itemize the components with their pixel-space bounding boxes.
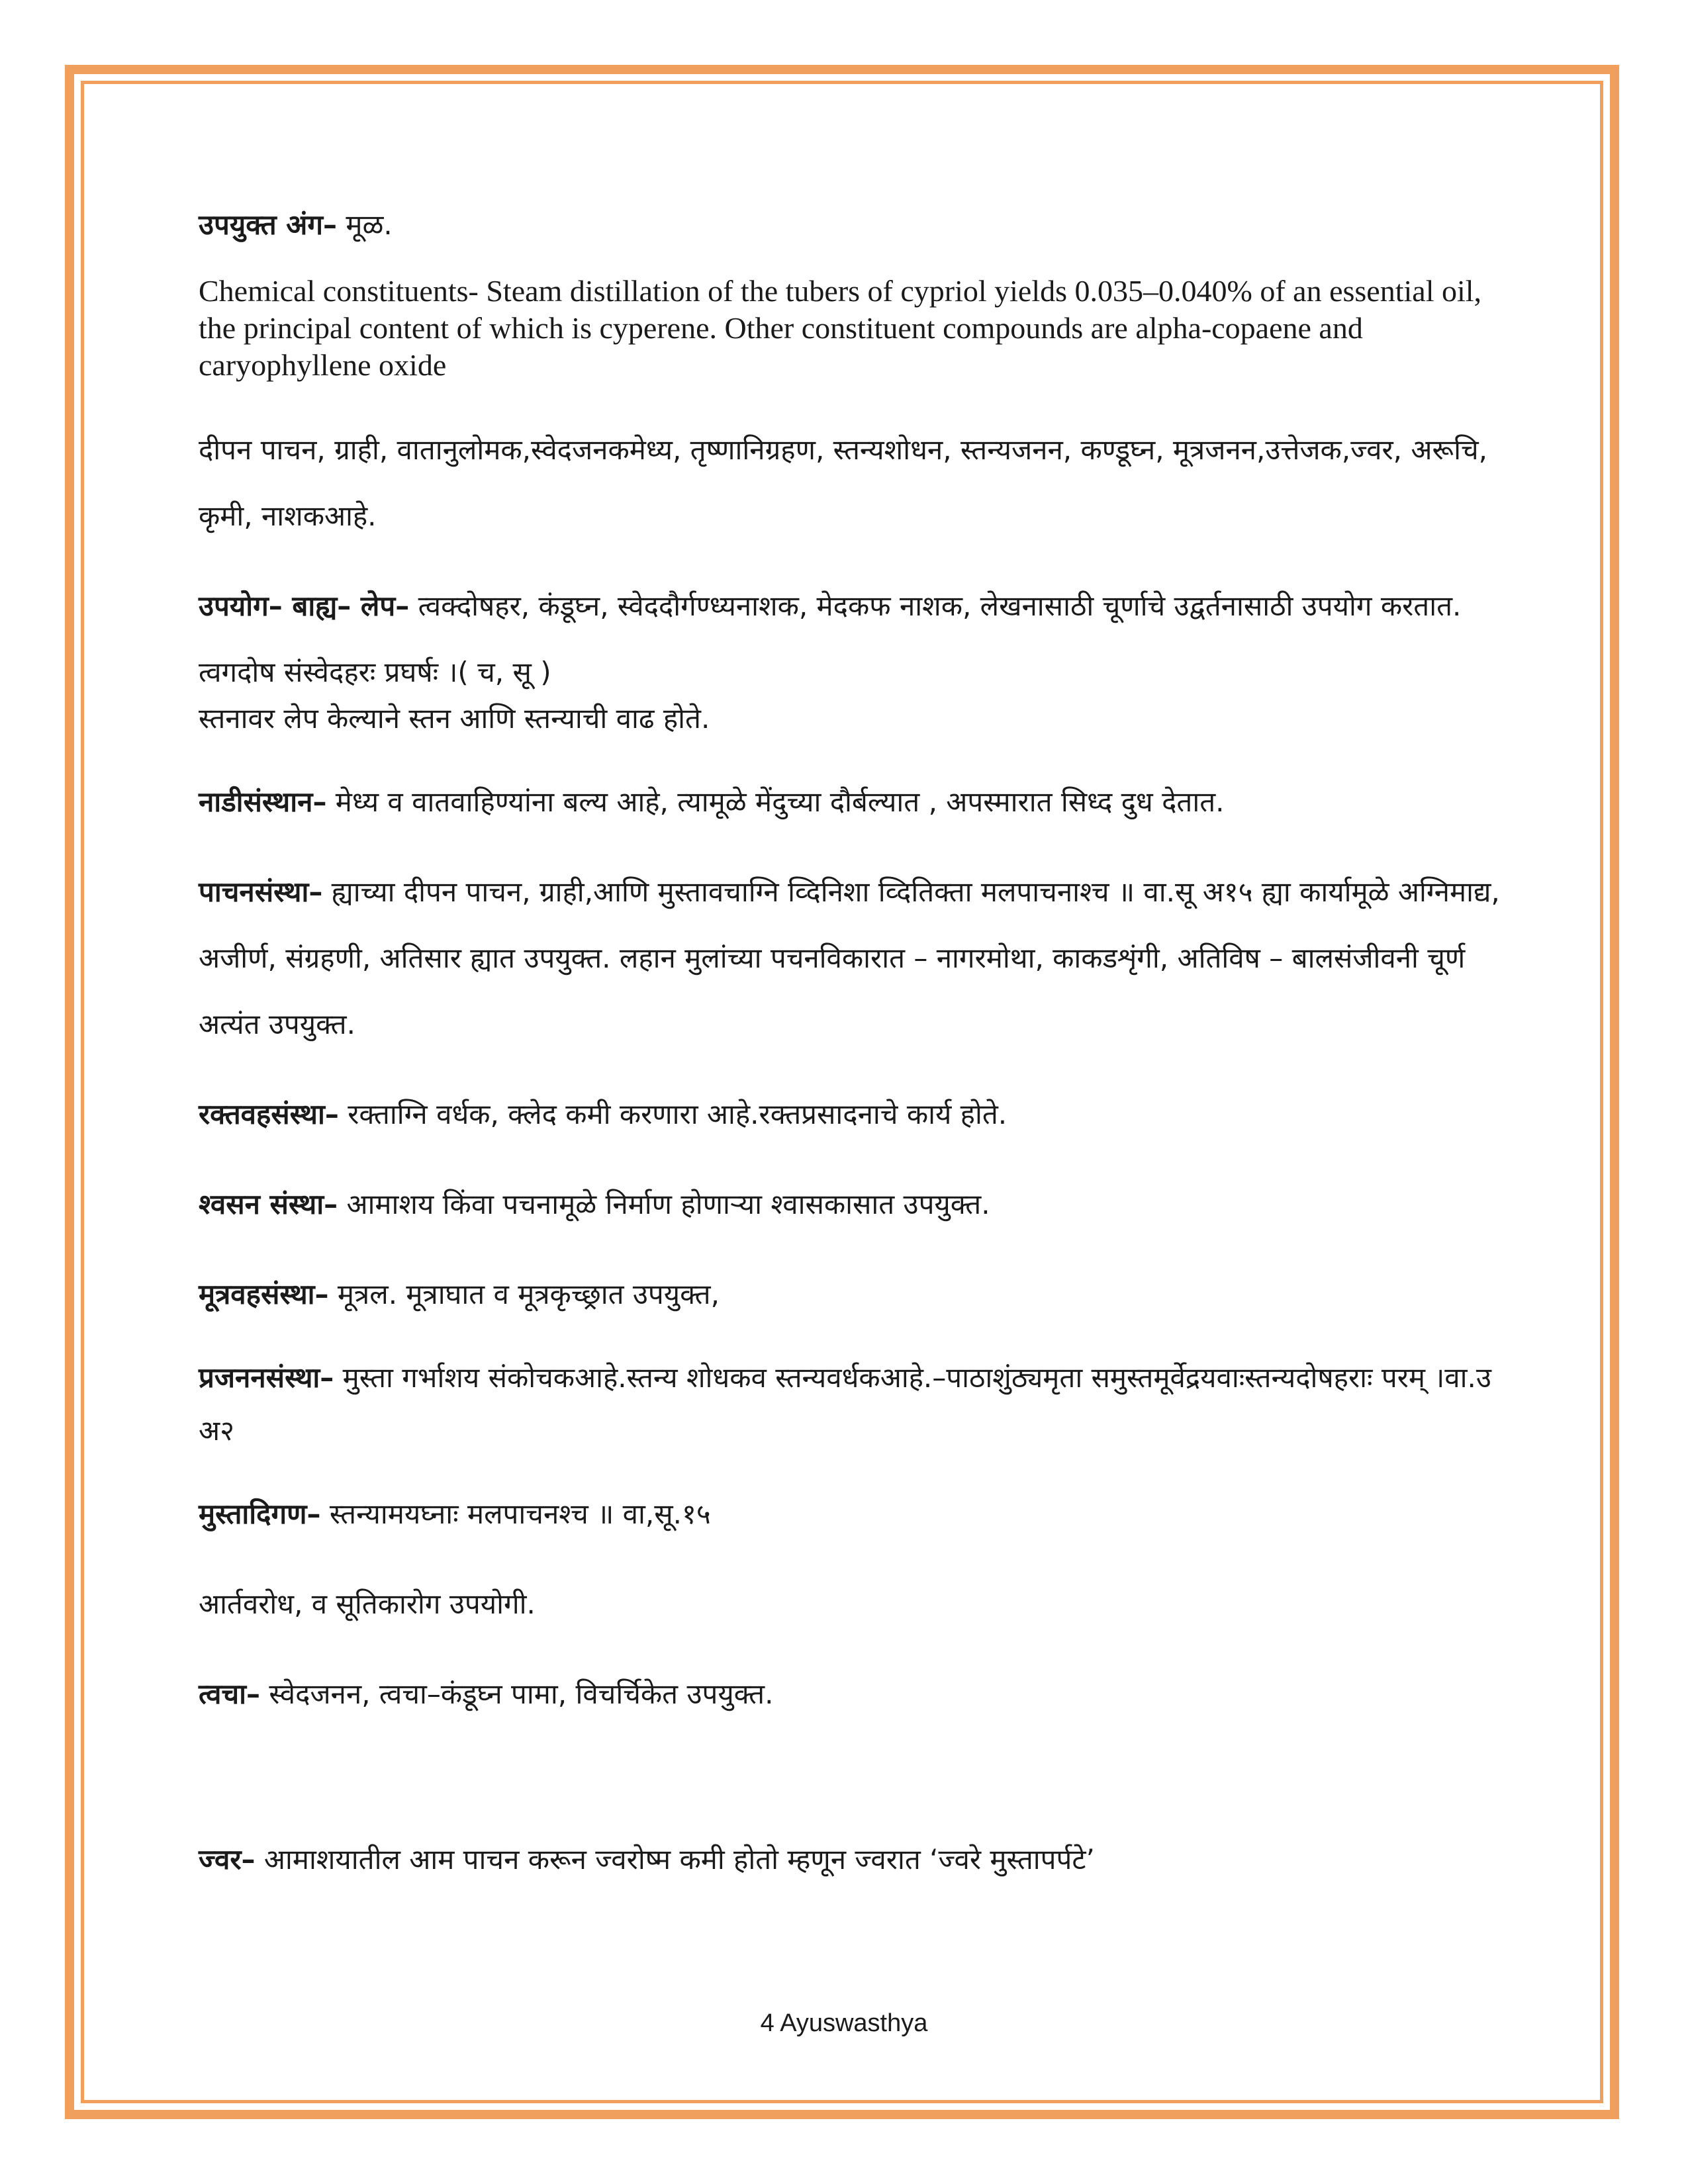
text-digestive-system: ह्याच्या दीपन पाचन, ग्राही,आणि मुस्तावचाग्नि व्दिनिशा व्दितिक्ता मलपाचनाश्च ॥ वा.सू अ१५ ह्या कार्यामूळे अग्निमाद्य, अजीर्ण, संग्रहणी, अतिसार ह्यात उपयुक्त. लहान मुलांच्या पचनविकारात – नागरमोथा, काकडशृंगी, अतिविष – बालसंजीवनी चूर्ण अत्यंत उपयुक्त. xyxy=(199,876,1500,1040)
heading-useful-part: उपयुक्त अंग– xyxy=(199,208,338,241)
text-fever: आमाशयातील आम पाचन करून ज्वरोष्म कमी होतो म्हणून ज्वरात ‘ज्वरे मुस्तापर्पटे’ xyxy=(255,1843,1095,1876)
heading-reproductive-system: प्रजननसंस्था– xyxy=(199,1361,334,1394)
paragraph-properties: दीपन पाचन, ग्राही, वातानुलोमक,स्वेदजनकमेध्य, तृष्णानिग्रहण, स्तन्यशोधन, स्तन्यजनन, कण्डूघ्न, मूत्रजनन,उत्तेजक,ज्वर, अरूचि, कृमी, नाशकआहे. xyxy=(199,433,1488,532)
paragraph-skin xyxy=(199,1661,1509,1727)
text-nervous-system: मेध्य व वातवाहिण्यांना बल्य आहे, त्यामूळे मेंदुच्या दौर्बल्यात , अपस्मारात सिध्द दुध देतात. xyxy=(326,786,1225,818)
paragraph-digestive-system xyxy=(199,859,1509,1058)
heading-skin: त्वचा– xyxy=(199,1678,261,1710)
heading-digestive-system: पाचनसंस्था– xyxy=(199,876,323,908)
text-reproductive-system: मुस्ता गर्भाशय संकोचकआहे.स्तन्य शोधकव स्तन्यवर्धकआहे.–पाठाशुंठ्यमृता समुस्तमूर्वेद्रयवाःस्तन्यदोषहराः परम् ।वा.उ अ२ xyxy=(199,1361,1491,1447)
heading-respiratory-system: श्वसन संस्था– xyxy=(199,1188,338,1220)
paragraph-nervous-system xyxy=(199,769,1509,835)
heading-nervous-system: नाडीसंस्थान– xyxy=(199,786,327,818)
heading-mustadigana: मुस्तादिगण– xyxy=(199,1498,321,1530)
paragraph-respiratory-system xyxy=(199,1171,1509,1238)
heading-fever: ज्वर– xyxy=(199,1843,256,1876)
heading-external-use: उपयोग– बाह्य– लेप– xyxy=(199,590,410,622)
paragraph-urinary-system xyxy=(199,1261,1509,1328)
paragraph-breast-application: स्तनावर लेप केल्याने स्तन आणि स्तन्याची वाढ होते. xyxy=(199,702,710,735)
text-useful-part: मूळ. xyxy=(337,208,393,241)
text-urinary-system: मूत्रल. मूत्राघात व मूत्रकृच्छ्रात उपयुक्त, xyxy=(328,1278,720,1310)
paragraph-circulatory-system xyxy=(199,1081,1509,1148)
page-footer: 4 Ayuswasthya xyxy=(760,2009,928,2037)
heading-circulatory-system: रक्तवहसंस्था– xyxy=(199,1098,339,1130)
paragraph-chemical-constituents: Chemical constituents- Steam distillation of the tubers of cypriol yields 0.035–0.040% of an essential oil, the principal content of which is cyperene. Other constituent compounds are alpha-copaene and caryophyllene oxide xyxy=(199,274,1482,382)
paragraph-reproductive-system xyxy=(199,1351,1509,1457)
paragraph-fever xyxy=(199,1827,1509,1893)
paragraph-useful-part xyxy=(199,192,1509,258)
text-external-use: त्वक्दोषहर, कंडूघ्न, स्वेददौर्गण्ध्यनाशक, मेदकफ नाशक, लेखनासाठी चूर्णाचे उद्वर्तनासाठी उपयोग करतात. त्वगदोष संस्वेदहरः प्रघर्षः ।( च, सू ) xyxy=(199,590,1462,688)
page-content xyxy=(199,192,1509,1917)
paragraph-mustadigana xyxy=(199,1481,1509,1547)
text-respiratory-system: आमाशय किंवा पचनामूळे निर्माण होणाऱ्या श्वासकासात उपयुक्त. xyxy=(338,1188,990,1220)
text-circulatory-system: रक्ताग्नि वर्धक, क्लेद कमी करणारा आहे.रक्तप्रसादनाचे कार्य होते. xyxy=(338,1098,1008,1130)
paragraph-external-use xyxy=(199,573,1509,705)
text-skin: स्वेदजनन, त्वचा–कंडूघ्न पामा, विचर्चिकेत उपयुक्त. xyxy=(260,1678,774,1710)
heading-urinary-system: मूत्रवहसंस्था– xyxy=(199,1278,329,1310)
text-mustadigana: स्तन्यामयघ्नाः मलपाचनश्च ॥ वा,सू.१५ xyxy=(320,1498,711,1530)
paragraph-menstrual: आर्तवरोध, व सूतिकारोग उपयोगी. xyxy=(199,1588,536,1620)
